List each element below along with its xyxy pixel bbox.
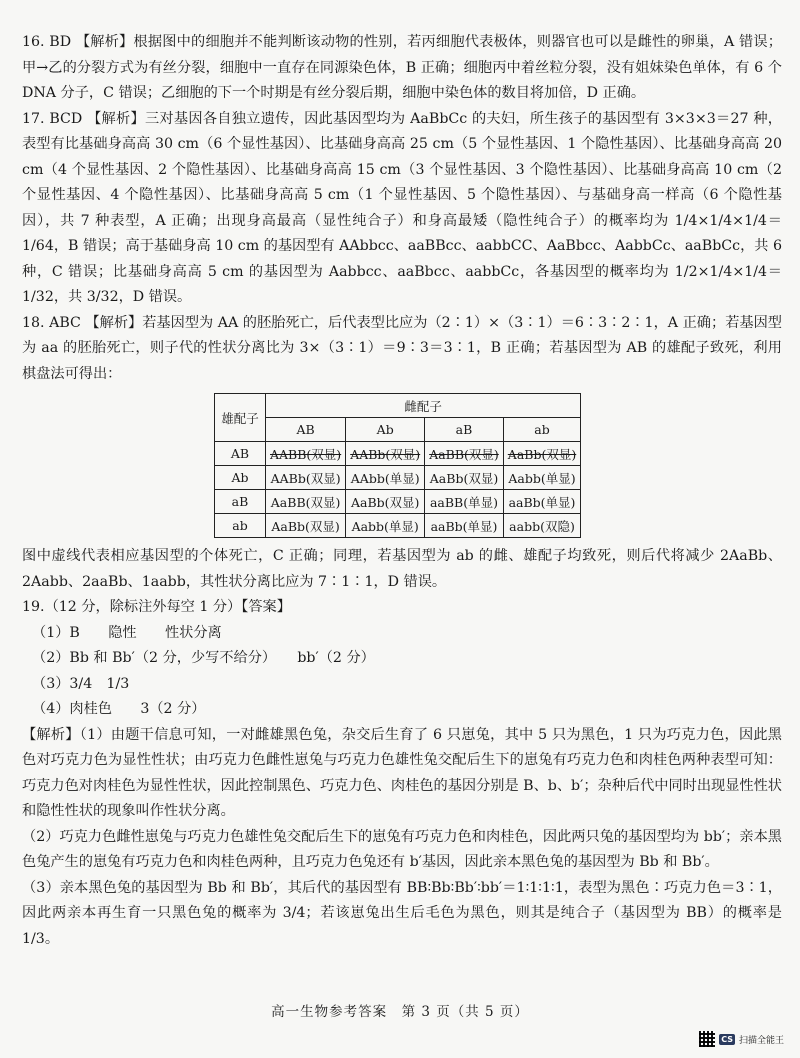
genotype-cell: AAbb(单显) <box>346 466 425 490</box>
genotype-cell: aaBB(单显) <box>425 490 504 514</box>
genotype-cell-lethal: AaBb(双显) <box>503 442 580 466</box>
question-19-heading: 19.（12 分，除标注外每空 1 分）【答案】 <box>22 599 291 615</box>
question-16: 16. BD 【解析】根据图中的细胞并不能判断该动物的性别，若丙细胞代表极体，则器官也可以是雌性的卵巢，A 错误；甲→乙的分裂方式为有丝分裂，细胞中一直存在同源染色体，B 正确；细胞丙中着丝粒分裂，没有姐妹染色单体，有 6 个 DNA 分子，C 错误；乙细胞的下一个时期是有丝分裂后期，细胞中染色体的数目将加倍，D 正确。 <box>22 34 782 101</box>
genotype-cell: AaBb(双显) <box>346 490 425 514</box>
analysis-paragraph: （3）亲本黑色兔的基因型为 Bb 和 Bb′，其后代的基因型有 BB∶Bb∶Bb′∶bb′＝1∶1∶1∶1，表型为黑色∶巧克力色＝3∶1，因此两亲本再生育一只黑色兔的概率为 3/4；若该崽兔出生后毛色为黑色，则其是纯合子（基因型为 BB）的概率是 1/3。 <box>22 879 782 947</box>
qr-code-icon <box>699 1031 715 1047</box>
page-footer: 高一生物参考答案 第 3 页（共 5 页） <box>271 1004 529 1020</box>
genotype-cell: aaBb(单显) <box>425 514 504 538</box>
answer-line: （4）肉桂色 3（2 分） <box>32 701 206 717</box>
male-gamete: aB <box>215 490 266 514</box>
female-gamete: ab <box>503 418 580 442</box>
scanner-watermark <box>699 1031 784 1047</box>
answer-page <box>22 30 782 952</box>
female-gamete: Ab <box>346 418 425 442</box>
camscanner-logo-icon: CS <box>721 1034 733 1044</box>
genotype-cell: AaBb(双显) <box>425 466 504 490</box>
question-18-conclusion: 图中虚线代表相应基因型的个体死亡，C 正确；同理，若基因型为 ab 的雌、雄配子均致死，则后代将减少 2AaBb、2Aabb、2aaBb、1aabb，其性状分离比应为 7∶1∶1，D 错误。 <box>22 548 782 590</box>
table-row <box>215 514 581 538</box>
analysis-paragraph: （2）巧克力色雌性崽兔与巧克力色雄性兔交配后生下的崽兔有巧克力色和肉桂色，因此两只兔的基因型均为 bb′；亲本黑色兔产生的崽兔有巧克力色和肉桂色两种，且巧克力色兔还有 b′基因，因此亲本黑色兔的基因型为 Bb 和 Bb′。 <box>22 828 782 870</box>
table-row <box>215 490 581 514</box>
scanner-name: 扫描全能王 <box>738 1035 784 1046</box>
genotype-cell: AaBB(双显) <box>266 490 346 514</box>
male-gamete: Ab <box>215 466 266 490</box>
answer-line: （1）B 隐性 性状分离 <box>32 624 222 641</box>
female-gamete: aB <box>425 418 504 442</box>
genotype-cell: AaBb(双显) <box>266 514 346 538</box>
genotype-cell: aaBb(单显) <box>503 490 580 514</box>
analysis-paragraph: 【解析】（1）由题干信息可知，一对雌雄黑色兔，杂交后生育了 6 只崽兔，其中 5 只为黑色，1 只为巧克力色，因此黑色对巧克力色为显性性状；由巧克力色雌性崽兔与巧克力色雄性兔交配后生下的崽兔有巧克力色和肉桂色两种表型可知：巧克力色对肉桂色为显性性状，因此控制黑色、巧克力色、肉桂色的基因分别是 B、b、b′；杂种后代中同时出现显性性状和隐性性状的现象叫作性状分离。 <box>22 726 782 819</box>
female-gamete: AB <box>266 418 346 442</box>
table-row <box>215 466 581 490</box>
genotype-cell: aabb(双隐) <box>503 514 580 538</box>
genotype-cell-lethal: AABB(双显) <box>266 442 346 466</box>
genotype-cell-lethal: AABb(双显) <box>346 442 425 466</box>
male-gamete: ab <box>215 514 266 538</box>
punnett-square-table <box>214 393 581 538</box>
question-18-intro: 18. ABC 【解析】若基因型为 AA 的胚胎死亡，后代表型比应为（2∶1）×（3∶1）＝6∶3∶2∶1，A 正确；若基因型为 aa 的胚胎死亡，则子代的性状分离比为 3×（3∶1）＝9∶3＝3∶1，B 正确；若基因型为 AB 的雄配子致死，利用棋盘法可得出： <box>22 314 782 382</box>
female-gamete-header: 雌配子 <box>266 394 581 418</box>
answer-line: （3）3/4 1/3 <box>32 675 130 692</box>
table-row <box>215 442 581 466</box>
genotype-cell: Aabb(单显) <box>503 466 580 490</box>
genotype-cell: AABb(双显) <box>266 466 346 490</box>
male-gamete-header: 雄配子 <box>215 394 266 442</box>
answer-line: （2）Bb 和 Bb′（2 分，少写不给分） bb′（2 分） <box>32 650 375 666</box>
question-19-answers <box>22 621 782 723</box>
question-17: 17. BCD 【解析】三对基因各自独立遗传，因此基因型均为 AaBbCc 的夫妇，所生孩子的基因型有 3×3×3＝27 种，表型有比基础身高高 30 cm（6 个显性基因）、比基础身高高 25 cm（5 个显性基因、1 个隐性基因）、比基础身高高 20 cm（4 个显性基因、2 个隐性基因）、比基础身高高 15 cm（3 个显性基因、3 个隐性基因）、比基础身高高 10 cm（2 个显性基因、4 个隐性基因）、比基础身高高 5 cm（1 个显性基因、5 个隐性基因）、与基础身高一样高（6 个隐性基因），共 7 种表型，A 正确；出现身高最高（显性纯合子）和身高最矮（隐性纯合子）的概率均为 1/4×1/4×1/4＝1/64，B 错误；高于基础身高 10 cm 的基因型有 AAbbcc、aaBBcc、aabbCC、AaBbcc、AabbCc、aaBbCc，共 6 种，C 错误；比基础身高高 5 cm 的基因型为 Aabbcc、aaBbcc、aabbCc，各基因型的概率均为 1/2×1/4×1/4＝1/32，共 3/32，D 错误。 <box>22 110 782 305</box>
genotype-cell-lethal: AaBB(双显) <box>425 442 504 466</box>
genotype-cell: Aabb(单显) <box>346 514 425 538</box>
male-gamete: AB <box>215 442 266 466</box>
